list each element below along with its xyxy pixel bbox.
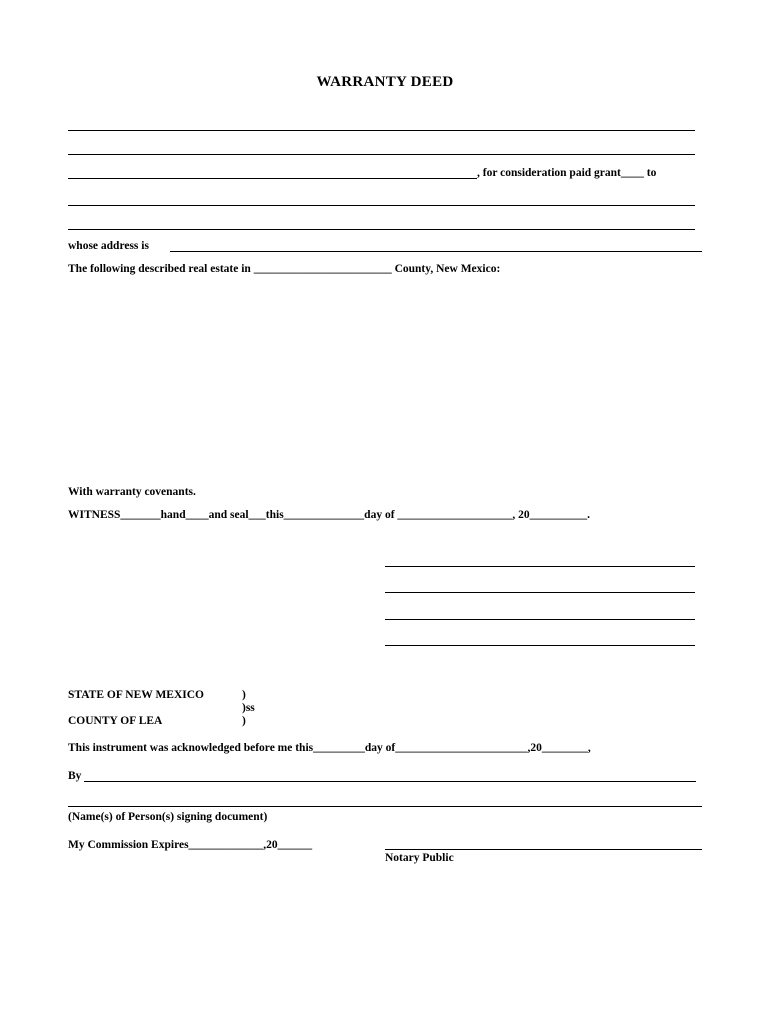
address-label: whose address is bbox=[68, 240, 149, 252]
names-caption: (Name(s) of Person(s) signing document) bbox=[68, 811, 268, 823]
grantee-line-2[interactable] bbox=[68, 229, 695, 230]
venue-state-paren: ) bbox=[242, 689, 246, 701]
consideration-text: , for consideration paid grant____ to bbox=[477, 167, 657, 179]
signature-line-2[interactable] bbox=[385, 592, 695, 593]
grantee-line-1[interactable] bbox=[68, 205, 695, 206]
witness-line: WITNESS_______hand____and seal___this______________day of ____________________, 20__________. bbox=[68, 509, 591, 521]
address-line[interactable] bbox=[170, 251, 702, 252]
real-estate-description: The following described real estate in ________________________ County, New Mexico: bbox=[68, 263, 501, 275]
signature-line-4[interactable] bbox=[385, 645, 695, 646]
grantor-line-2[interactable] bbox=[68, 154, 695, 155]
by-line[interactable] bbox=[84, 781, 696, 782]
venue-state: STATE OF NEW MEXICO bbox=[68, 689, 204, 701]
grantor-line-3[interactable] bbox=[68, 178, 477, 179]
commission-expires: My Commission Expires_____________,20______ bbox=[68, 839, 313, 851]
venue-county: COUNTY OF LEA bbox=[68, 715, 163, 727]
covenants-text: With warranty covenants. bbox=[68, 486, 196, 498]
signature-line-1[interactable] bbox=[385, 566, 695, 567]
notary-public-label: Notary Public bbox=[385, 852, 454, 864]
grantor-line-1[interactable] bbox=[68, 130, 695, 131]
by-label: By bbox=[68, 770, 82, 782]
venue-ss: )ss bbox=[242, 702, 255, 714]
deed-title: WARRANTY DEED bbox=[316, 74, 454, 90]
notary-signature-line[interactable] bbox=[385, 849, 702, 850]
venue-county-paren: ) bbox=[242, 715, 246, 727]
acknowledgment-line: This instrument was acknowledged before me this_________day of_______________________,20________, bbox=[68, 742, 591, 754]
names-line[interactable] bbox=[68, 806, 702, 807]
signature-line-3[interactable] bbox=[385, 619, 695, 620]
